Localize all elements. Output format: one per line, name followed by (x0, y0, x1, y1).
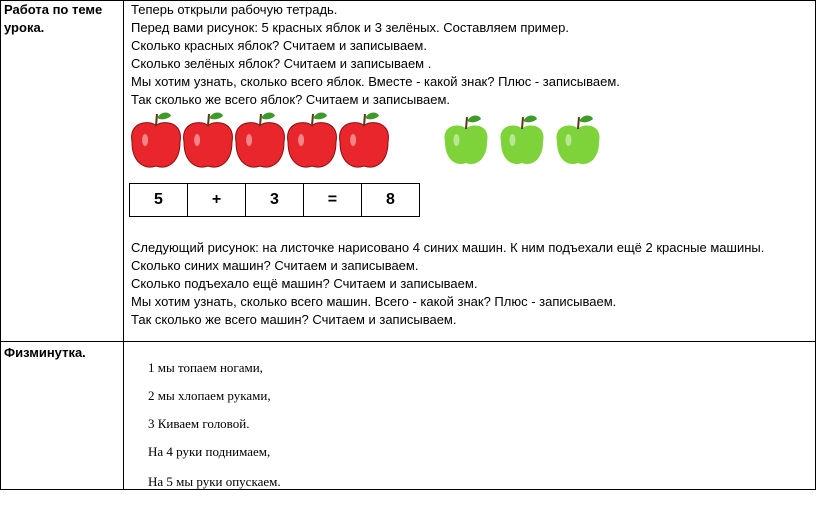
equation-cell: 3 (245, 184, 303, 217)
intro-line: Сколько зелёных яблок? Считаем и записываем . (131, 56, 432, 71)
poem-line: 2 мы хлопаем руками, (148, 388, 271, 403)
car-line: Мы хотим узнать, сколько всего машин. Всего - какой знак? Плюс - записываем. (131, 294, 617, 309)
poem-line: На 4 руки поднимаем, (148, 444, 271, 459)
intro-line: Мы хотим узнать, сколько всего яблок. Вместе - какой знак? Плюс - записываем. (131, 74, 620, 89)
equation-cell: = (303, 184, 361, 217)
red-apple-icon (184, 113, 233, 168)
column-divider (123, 0, 124, 490)
table-left-border (0, 0, 1, 490)
intro-line: Так сколько же всего яблок? Считаем и записываем. (131, 92, 450, 107)
row2-label: Физминутка. (4, 345, 86, 360)
row1-label: Работа по теме урока. (4, 2, 103, 35)
poem-line: 1 мы топаем ногами, (148, 360, 263, 375)
equation-cell: 5 (130, 184, 188, 217)
poem-line: 3 Киваем головой. (148, 416, 250, 431)
poem-line: На 5 мы руки опускаем. (148, 474, 281, 489)
car-line: Сколько подъехало ещё машин? Считаем и записываем. (131, 276, 478, 291)
red-apple-icon (340, 113, 389, 168)
equation-cell: 8 (361, 184, 419, 217)
red-apple-icon (132, 113, 181, 168)
equation-table (129, 183, 420, 217)
car-line: Сколько синих машин? Считаем и записываем. (131, 258, 419, 273)
car-line: Так сколько же всего машин? Считаем и записываем. (131, 312, 457, 327)
equation-cell: + (187, 184, 245, 217)
green-apple-icon (500, 116, 543, 165)
green-apple-icon (444, 116, 487, 165)
red-apple-icon (288, 113, 337, 168)
intro-line: Теперь открыли рабочую тетрадь. (131, 2, 338, 17)
intro-line: Перед вами рисунок: 5 красных яблок и 3 зелёных. Составляем пример. (131, 20, 569, 35)
car-line: Следующий рисунок: на листочке нарисовано 4 синих машин. К ним подъехали ещё 2 красные машины. (131, 240, 765, 255)
green-apple-icon (556, 116, 599, 165)
apples-illustration (130, 110, 610, 172)
red-apple-icon (236, 113, 285, 168)
intro-line: Сколько красных яблок? Считаем и записываем. (131, 38, 427, 53)
